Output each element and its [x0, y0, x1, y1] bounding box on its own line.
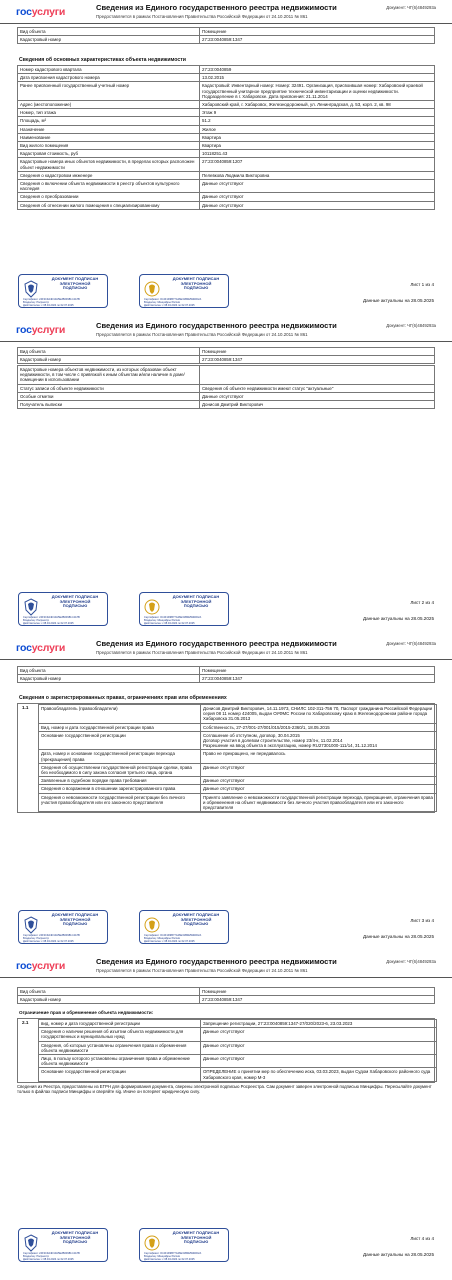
- object-id-table: [17, 666, 435, 683]
- row-label: Основание государственной регистрации: [39, 731, 201, 750]
- row-label: Заявленные в судебном порядке права требования: [39, 777, 201, 785]
- row-value: Принято заявление о невозможности государственной регистрации перехода, прекращения, ограничения права и обременения на объект недвижимости без личного участия правообладателя или его законного представителя: [201, 793, 437, 812]
- row-value: Пелевкова Людмила Викторовна: [200, 171, 435, 179]
- row-label: Дата присвоения кадастрового номера: [18, 74, 200, 82]
- row-value: Данные отсутствуют: [201, 1055, 437, 1068]
- table-row: [39, 777, 437, 785]
- document-title: Сведения из Единого государственного реестра недвижимости: [96, 639, 337, 648]
- table-row: [39, 1041, 437, 1054]
- row-value: Квартира: [200, 142, 435, 150]
- table-row: Кадастровый номер 27:23:0040859:1347: [18, 996, 435, 1004]
- page-footer: [0, 270, 452, 318]
- table-row: [39, 1055, 437, 1068]
- coat-of-arms-icon: [23, 1234, 39, 1252]
- signature-stamp: ДОКУМЕНТ ПОДПИСАН ЭЛЕКТРОННОЙ ПОДПИСЬЮ Сертификат: 24F3C9A4D13A5E2B00981C4A7B Владелец: Росреестр Действителен: с 08.04.2024 по 02.07.2025: [18, 274, 108, 308]
- table-row: Вид объекта Помещение: [18, 667, 435, 675]
- rights-table: [38, 704, 437, 812]
- row-label: Дата, номер и основание государственной регистрации перехода (прекращения) права: [39, 750, 201, 763]
- coat-of-arms-icon: [23, 598, 39, 616]
- row-label: Ранее присвоенный государственный учетный номер: [18, 82, 200, 101]
- table-row: [18, 180, 435, 193]
- table-row: [18, 117, 435, 125]
- item-number: 1.1: [22, 705, 29, 710]
- signature-stamp: ДОКУМЕНТ ПОДПИСАН ЭЛЕКТРОННОЙ ПОДПИСЬЮ Сертификат: 24F3C9A4D13A5E2B00981C4A7B Владелец: Росреестр Действителен: с 08.04.2024 по 02.07.2025: [18, 592, 108, 626]
- document-code: Документ: ЧГ(6)4849293а: [386, 5, 436, 10]
- row-value: Данные отсутствуют: [201, 1028, 437, 1041]
- row-label: Сведения о кадастровом инженере: [18, 171, 200, 179]
- document-title: Сведения из Единого государственного реестра недвижимости: [96, 957, 337, 966]
- page-number: Лист 2 из 4: [410, 600, 434, 605]
- signature-stamp: ДОКУМЕНТ ПОДПИСАН ЭЛЕКТРОННОЙ ПОДПИСЬЮ Сертификат: 0C4F1D9B77A26E31B0E594DD2A Владелец: Минцифры России Действителен: с 08.04.2024 по 02.07.2025: [139, 910, 229, 944]
- table-row: [18, 158, 435, 171]
- table-row: [18, 66, 435, 74]
- row-value: 10118251.43: [200, 150, 435, 158]
- coat-of-arms-icon: [23, 280, 39, 298]
- table-row: [39, 1028, 437, 1041]
- section-title: Сведения об основных характеристиках объекта недвижимости: [19, 57, 186, 63]
- item-number: 2.1: [22, 1020, 29, 1025]
- row-label: Основание государственной регистрации: [39, 1068, 201, 1081]
- section-title: Ограничение прав и обременение объекта недвижимости:: [19, 1010, 154, 1015]
- row-value: Данные отсутствуют: [201, 763, 437, 776]
- row-value: 27:23:0040859:1207: [200, 158, 435, 171]
- table-row: [18, 82, 435, 101]
- row-value: 27:23:0040859: [200, 66, 435, 74]
- table-row: [18, 142, 435, 150]
- encumbrance-table: [38, 1019, 437, 1082]
- page-header: [0, 318, 452, 342]
- row-label: Сведения о включении объекта недвижимости в реестр объектов культурного наследия: [18, 180, 200, 193]
- row-value: Запрещение регистрации, 27:23:0040859:1347-27/020/2023-6, 23.03.2023: [201, 1020, 437, 1028]
- table-row: [18, 384, 435, 392]
- gosuslugi-logo: госуслуги: [16, 642, 66, 654]
- page-number: Лист 1 из 4: [410, 282, 434, 287]
- row-label: Получатель выписки: [18, 401, 200, 409]
- row-label: Статус записи об объекте недвижимости: [18, 384, 200, 392]
- rights-block: [17, 703, 435, 813]
- row-label: Вид, номер и дата государственной регистрации права: [39, 723, 201, 731]
- row-value: Данные отсутствуют: [201, 1041, 437, 1054]
- row-value: ОПРЕДЕЛЕНИЕ о принятии мер по обеспечению иска, 03.03.2023, выдан Судом Хабаровского районного суда Хабаровского края, номер М-3: [201, 1068, 437, 1081]
- row-label: Кадастровые номера объектов недвижимости, из которых образован объект недвижимости, в том числе с привязкой к иным объектам и/или наличие в доме/помещении в использовании: [18, 366, 200, 385]
- page-2: [0, 318, 452, 636]
- signature-stamp: ДОКУМЕНТ ПОДПИСАН ЭЛЕКТРОННОЙ ПОДПИСЬЮ Сертификат: 0C4F1D9B77A26E31B0E594DD2A Владелец: Минцифры России Действителен: с 08.04.2024 по 02.07.2025: [139, 1228, 229, 1262]
- row-value: [200, 366, 435, 385]
- row-value: Донисов Дмитрий Викторович, 14.11.1973, СНИЛС 102-311-756 70, Паспорт гражданина Российской Федерации серия 08 11 номер 424005, выдан ОУФМС России по Хабаровскому краю в Железнодорожном районе города Хабаровска 31.05.2013: [201, 705, 437, 724]
- row-value: Кадастровый: Инвентарный номер: Номер: 32491. Организация, присвоившая номер: Хабаровский краевой государственный унитарное предприятие технической инвентаризации и оценки недвижимости. Подразделение в г. Хабаровске. Дата присвоения: 21.11.2014: [200, 82, 435, 101]
- row-label: Правообладатель (правообладатели): [39, 705, 201, 724]
- row-value: Соглашение об отступном, договор, 30.04.2015 Договор участия в долевом строительстве, номер 23/4-к, 11.02.2014 Разрешение на ввод объекта в эксплуатацию, номер RU27301000-111/14, 31.12.2014: [201, 731, 437, 750]
- page-footer: [0, 1224, 452, 1272]
- document-code: Документ: ЧГ(6)4849293а: [386, 323, 436, 328]
- row-label: Сведения об отнесении жилого помещения к специализированному: [18, 201, 200, 209]
- table-row: Кадастровый номер 27:23:0040859:1347: [18, 675, 435, 683]
- table-row: [39, 750, 437, 763]
- actual-date: Данные актуальны на 28.05.2025: [363, 1252, 434, 1257]
- table-row: Вид объекта Помещение: [18, 988, 435, 996]
- coat-of-arms-icon: [144, 598, 160, 616]
- row-label: Сведения о наличии решения об изъятии объекта недвижимости для государственных и муниципальных нужд: [39, 1028, 201, 1041]
- table-row: [39, 1068, 437, 1081]
- row-value: Донисов Дмитрий Викторович: [200, 401, 435, 409]
- table-row: [39, 1020, 437, 1028]
- row-value: Данные отсутствуют: [200, 193, 435, 201]
- table-row: [18, 193, 435, 201]
- gosuslugi-logo: госуслуги: [16, 324, 66, 336]
- object-id-table: [17, 987, 435, 1004]
- document-subtitle: Предоставляется в рамках Постановления Правительства Российской Федерации от 24.10.2011 № 861: [96, 14, 308, 19]
- page-4: [0, 954, 452, 1272]
- actual-date: Данные актуальны на 28.05.2025: [363, 298, 434, 303]
- row-label: Особые отметки: [18, 392, 200, 400]
- signature-stamp: ДОКУМЕНТ ПОДПИСАН ЭЛЕКТРОННОЙ ПОДПИСЬЮ Сертификат: 0C4F1D9B77A26E31B0E594DD2A Владелец: Минцифры России Действителен: с 08.04.2024 по 02.07.2025: [139, 592, 229, 626]
- document-subtitle: Предоставляется в рамках Постановления Правительства Российской Федерации от 24.10.2011 № 861: [96, 650, 308, 655]
- section-title: Сведения о зарегистрированных правах, ограничениях прав или обременениях: [19, 695, 227, 701]
- row-value: Данные отсутствуют: [201, 777, 437, 785]
- table-row: Вид объекта Помещение: [18, 348, 435, 356]
- document-title: Сведения из Единого государственного реестра недвижимости: [96, 3, 337, 12]
- row-label: Сведения о преобразовании: [18, 193, 200, 201]
- table-row: [18, 401, 435, 409]
- table-row: [18, 392, 435, 400]
- row-label: Номер, тип этажа: [18, 109, 200, 117]
- table-row: Кадастровый номер 27:23:0040859:1347: [18, 36, 435, 44]
- row-label: Адрес (местоположение): [18, 101, 200, 109]
- page-header: [0, 954, 452, 978]
- document-subtitle: Предоставляется в рамках Постановления Правительства Российской Федерации от 24.10.2011 № 861: [96, 968, 308, 973]
- object-id-table: [17, 347, 435, 364]
- status-table: [17, 365, 435, 409]
- signature-note: Сведения из Реестра, предоставлены из ЕГРН для формирования документа, сверены электронной подписью Росреестра. Сам документ заверен электронной подписью Минцифры. Пересылайте документ только в файлах подписи Минцифры и сверяйте sig. Иначе он потеряет юридическую силу.: [17, 1084, 432, 1095]
- table-row: [18, 74, 435, 82]
- row-label: Кадастровая стоимость, руб: [18, 150, 200, 158]
- table-row: [39, 731, 437, 750]
- page-number: Лист 4 из 4: [410, 1236, 434, 1241]
- row-value: Квартира: [200, 133, 435, 141]
- page-footer: [0, 588, 452, 636]
- gosuslugi-logo: госуслуги: [16, 6, 66, 18]
- table-row: [18, 133, 435, 141]
- row-value: Собственность, 27-27/001-27/001/015/2015-2360/1, 18.05.2015: [201, 723, 437, 731]
- row-value: Этаж 9: [200, 109, 435, 117]
- row-label: Сведения о невозможности государственной регистрации без личного участия правообладателя или его законного представителя: [39, 793, 201, 812]
- row-value: Данные отсутствуют: [200, 180, 435, 193]
- table-row: [18, 201, 435, 209]
- table-row: [39, 763, 437, 776]
- table-row: Вид объекта Помещение: [18, 28, 435, 36]
- row-label: Сведения, об которых установлены ограничения права и обременения объекта недвижимости: [39, 1041, 201, 1054]
- table-row: [18, 366, 435, 385]
- page-footer: [0, 906, 452, 954]
- table-row: [18, 101, 435, 109]
- page-header: [0, 636, 452, 660]
- page-number: Лист 3 из 4: [410, 918, 434, 923]
- table-row: [39, 705, 437, 724]
- row-value: Право не прекращено, не передавалось: [201, 750, 437, 763]
- row-label: Площадь, м²: [18, 117, 200, 125]
- actual-date: Данные актуальны на 28.05.2025: [363, 616, 434, 621]
- characteristics-table: [17, 65, 435, 210]
- table-row: [18, 109, 435, 117]
- table-row: Кадастровый номер 27:23:0040859:1347: [18, 356, 435, 364]
- table-row: [18, 150, 435, 158]
- signature-stamp: ДОКУМЕНТ ПОДПИСАН ЭЛЕКТРОННОЙ ПОДПИСЬЮ Сертификат: 0C4F1D9B77A26E31B0E594DD2A Владелец: Минцифры России Действителен: с 08.04.2024 по 02.07.2025: [139, 274, 229, 308]
- row-value: Данные отсутствуют: [200, 392, 435, 400]
- table-row: [39, 793, 437, 812]
- row-label: Номер кадастрового квартала: [18, 66, 200, 74]
- row-label: Лицо, в пользу которого установлены ограничения права и обременение объекта недвижимости: [39, 1055, 201, 1068]
- row-label: вид, номер и дата государственной регистрации: [39, 1020, 201, 1028]
- table-row: [18, 171, 435, 179]
- row-label: Сведения о возражении в отношении зарегистрированного права: [39, 785, 201, 793]
- coat-of-arms-icon: [23, 916, 39, 934]
- page-header: [0, 0, 452, 24]
- row-value: Данные отсутствуют: [200, 201, 435, 209]
- table-row: [39, 723, 437, 731]
- gosuslugi-logo: госуслуги: [16, 960, 66, 972]
- actual-date: Данные актуальны на 28.05.2025: [363, 934, 434, 939]
- row-value: Хабаровский край, г. Хабаровск, Железнодорожный, ул. Ленинградская, д. 53, корп. 2, кв. 98: [200, 101, 435, 109]
- page-3: [0, 636, 452, 954]
- row-value: 51.2: [200, 117, 435, 125]
- document-code: Документ: ЧГ(6)4849293а: [386, 959, 436, 964]
- document-subtitle: Предоставляется в рамках Постановления Правительства Российской Федерации от 24.10.2011 № 861: [96, 332, 308, 337]
- coat-of-arms-icon: [144, 280, 160, 298]
- row-value: Данные отсутствуют: [201, 785, 437, 793]
- coat-of-arms-icon: [144, 1234, 160, 1252]
- row-label: Кадастровые номера иных объектов недвижимости, в пределах которых расположен объект недвижимости: [18, 158, 200, 171]
- table-row: [18, 125, 435, 133]
- page-1: [0, 0, 452, 318]
- table-row: [39, 785, 437, 793]
- document-title: Сведения из Единого государственного реестра недвижимости: [96, 321, 337, 330]
- row-value: Сведения об объекте недвижимости имеют статус "актуальные": [200, 384, 435, 392]
- row-label: Вид жилого помещения: [18, 142, 200, 150]
- row-label: Наименование: [18, 133, 200, 141]
- object-id-table: [17, 27, 435, 44]
- row-label: Назначение: [18, 125, 200, 133]
- document-code: Документ: ЧГ(6)4849293а: [386, 641, 436, 646]
- encumbrance-block: [17, 1018, 435, 1083]
- row-value: 13.02.2015: [200, 74, 435, 82]
- row-value: Жилое: [200, 125, 435, 133]
- signature-stamp: ДОКУМЕНТ ПОДПИСАН ЭЛЕКТРОННОЙ ПОДПИСЬЮ Сертификат: 24F3C9A4D13A5E2B00981C4A7B Владелец: Росреестр Действителен: с 08.04.2024 по 02.07.2025: [18, 1228, 108, 1262]
- signature-stamp: ДОКУМЕНТ ПОДПИСАН ЭЛЕКТРОННОЙ ПОДПИСЬЮ Сертификат: 24F3C9A4D13A5E2B00981C4A7B Владелец: Росреестр Действителен: с 08.04.2024 по 02.07.2025: [18, 910, 108, 944]
- coat-of-arms-icon: [144, 916, 160, 934]
- row-label: Сведения об осуществлении государственной регистрации сделки, права без необходимого в силу закона согласия третьего лица, органа: [39, 763, 201, 776]
